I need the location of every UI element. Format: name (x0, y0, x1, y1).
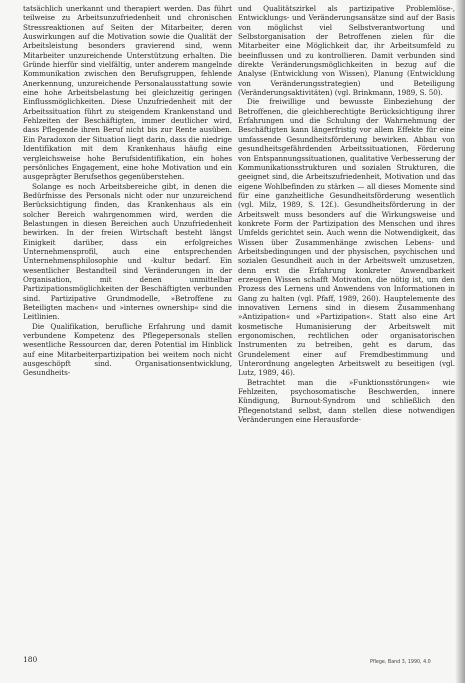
paragraph: und Qualitätszirkel als partizipative Problemlöse-, Entwicklungs- und Veränderungsansätze sind auf der Basis von möglichst viel Selbstverantwortung und Selbstorganisation der Betroffenen zielen für die Mitarbeiter eine Möglichkeit dar, ihr Arbeitsumfeld zu beeinflussen und zu kontrollieren. Damit verbunden sind direkte Veränderungsmöglichkeiten in bezug auf die Analyse (Entwicklung von Wissen), Planung (Entwicklung von Veränderungsstrategien) und Beteiligung (Veränderungsaktivitäten) (vgl. Brinkmann, 1989, S. 50). (238, 4, 455, 98)
paragraph: Betrachtet man die »Funktionsstörungen« wie Fehlzeiten, psychosomatische Beschwerden, innere Kündigung, Burnout-Syndrom und schließlich den Pflegenotstand selbst, dann stellen diese notwendigen Veränderungen eine Herausforde- (238, 377, 455, 425)
text-column-left (23, 4, 232, 378)
paragraph: tatsächlich unerkannt und therapiert werden. Das führt teilweise zu Arbeitsunzufriedenheit und chronischen Stressreaktionen auf Seiten der Mitarbeiter, deren Auswirkungen auf die Motivation sowie die Qualität der Arbeitsleistung besonders gravierend sind, wenn Mitarbeiter unzureichende Unterstützung erhalten. Die Gründe hierfür sind vielfältig, unter anderem mangelnde Kommunikation zwischen den Berufsgruppen, fehlende Anerkennung, unzureichende Personalausstattung sowie eine hohe Arbeitsbelastung bei gleichzeitig geringen Einflussmöglichkeiten. Diese Unzufriedenheit mit der Arbeitssituation führt zu steigendem Krankenstand und Fehlzeiten der Beschäftigten, immer deutlicher wird, dass Pflegende ihren Beruf nicht bis zur Rente ausüben. Ein Paradoxon der Situation liegt darin, dass die niedrige Identifikation mit dem Krankenhaus häufig eine vergleichsweise hohe Berufsidentifikation, ein hohes persönliches Engagement, eine hohe Motivation und ein ausgeprägter Berufsethos gegenüberstehen. (23, 4, 232, 182)
page-number: 180 (23, 655, 38, 664)
paragraph: Die freiwillige und bewusste Einbeziehung der Betroffenen, die gleichberechtigte Berücksichtigung ihrer Erfahrungen und die Schulung der Wahrnehmung der Beschäftigten kann längerfristig vor allem Effekte für eine umfassende Gesundheitsförderung bewirken. Abbau von gesundheitsgefährdenden Arbeitssituationen, Förderung von Entspannungssituationen, qualitative Verbesserung der Kommunikationsstrukturen und sozialen Strukturen, die geeignet sind, die Arbeitszufriedenheit, Motivation und das eigene Wohlbefinden zu stärken — all dieses Momente sind für eine ganzheitliche Gesundheitsförderung wesentlich (vgl. Milz, 1989, S. 12f.). Gesundheitsförderung in der Arbeitswelt muss besonders auf die Wirkungsweise und konkrete Form der Partizipation des Menschen und ihres Umfelds gerichtet sein. Auch wenn die Notwendigkeit, das Wissen über Zusammenhänge zwischen Lebens- und Arbeitsbedingungen und der physischen, psychischen und sozialen Gesundheit auch in der Arbeitswelt umzusetzen, denn erst die Erfahrung konkreter Anwendbarkeit erzeugen Wissen schafft Motivation, die nötig ist, um den Prozess des Lernens und Anwendens von Informationen in Gang zu halten (vgl. Pfaff, 1989, 260). Hauptelemente des innovativen Lernens sind in diesem Zusammenhang »Antizipation« und »Partizipation«. Statt also eine Art kosmetische Humanisierung der Arbeitswelt mit ergonomischen, rechtlichen oder organisatorischen Instrumenten zu betreiben, geht es darum, das Grundelement einer auf Fremdbestimmung und Unterordnung angelegten Arbeitswelt zu beseitigen (vgl. Lutz, 1989, 46). (238, 97, 455, 378)
text-column-right (238, 4, 455, 424)
page-edge-shadow (455, 0, 465, 683)
journal-reference: Pflege, Band 3, 1990, 4.0 (370, 660, 431, 665)
paragraph: Die Qualifikation, berufliche Erfahrung und damit verbundene Kompetenz des Pflegepersonals stellen wesentliche Ressourcen dar, deren Potential im Hinblick auf eine Mitarbeiterpartizipation bei weitem noch nicht ausgeschöpft sind. Organisationsentwicklung, Gesundheits- (23, 321, 232, 378)
paragraph: Solange es noch Arbeitsbereiche gibt, in denen die Bedürfnisse des Personals nicht oder nur unzureichend Berücksichtigung finden, das Krankenhaus als ein solcher Bereich wahrgenommen wird, werden die Belastungen in diesen Bereichen auch Unzufriedenheit bewirken. In der freien Wirtschaft besteht längst Einigkeit darüber, dass ein erfolgreiches Unternehmensprofil, auch eine entsprechenden Unternehmensphilosophie und -kultur bedarf. Ein wesentlicher Bestandteil sind Veränderungen in der Organisation, mit denen unmittelbar Partizipationsmöglichkeiten der Beschäftigten verbunden sind. Partizipative Grundmodelle, »Betroffene zu Beteiligten machen« und »internes ownership« sind die Leitlinien. (23, 181, 232, 322)
